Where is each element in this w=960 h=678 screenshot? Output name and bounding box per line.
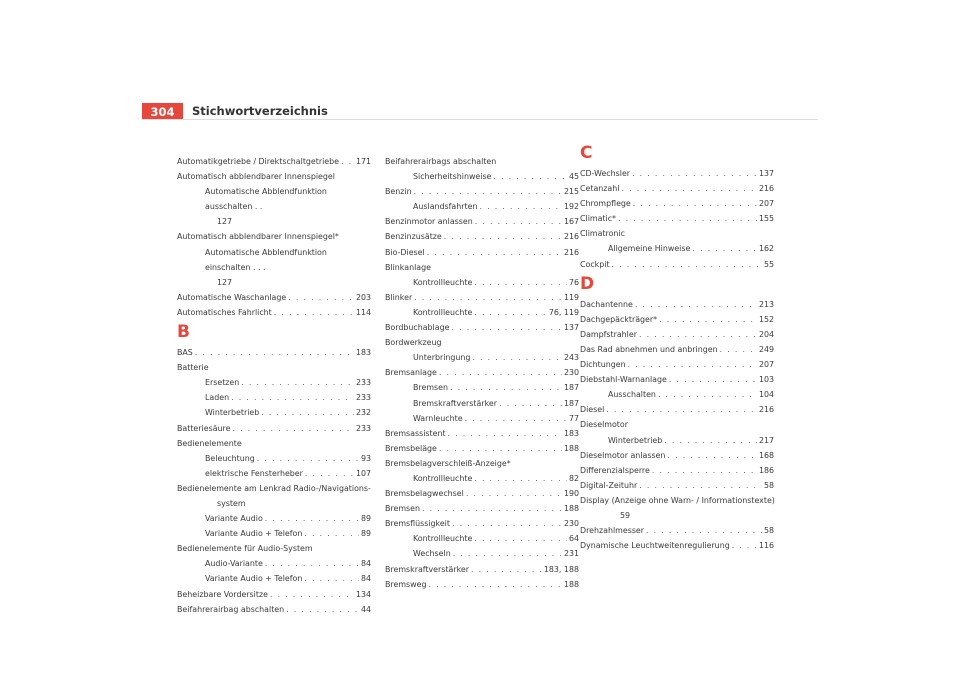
index-entry: Benzinzusätze . . . 216 bbox=[385, 229, 579, 244]
section-letter-c: C bbox=[580, 143, 593, 163]
index-entry: Batterie bbox=[177, 363, 209, 373]
index-entry-continuation: system bbox=[217, 498, 246, 508]
index-column-1 bbox=[177, 154, 371, 617]
index-subentry: Unterbringung . . . 243 bbox=[385, 350, 579, 365]
index-entry: Bremsbelagverschleiß-Anzeige* bbox=[385, 458, 511, 468]
index-subentry: elektrische Fensterheber . . . 107 bbox=[177, 466, 371, 481]
index-entry: Automatisch abblendbarer Innenspiegel* bbox=[177, 232, 339, 242]
index-entry: Dachgepäckträger* . . . 152 bbox=[580, 312, 774, 327]
index-entry: Blinkanlage bbox=[385, 262, 431, 272]
index-entry: Bordbuchablage . . . 137 bbox=[385, 320, 579, 335]
index-subentry: Auslandsfahrten . . . 192 bbox=[385, 199, 579, 214]
index-column-2 bbox=[385, 154, 579, 592]
index-subentry: Beleuchtung . . . 93 bbox=[177, 451, 371, 466]
index-subentry: Warnleuchte . . . 77 bbox=[385, 411, 579, 426]
index-subentry: Winterbetrieb . . . 232 bbox=[177, 405, 371, 420]
index-subentry: Allgemeine Hinweise . . . 162 bbox=[580, 241, 774, 256]
index-entry: Bordwerkzeug bbox=[385, 338, 442, 348]
index-subentry: Variante Audio + Telefon . . . 89 bbox=[177, 526, 371, 541]
section-letter-d: D bbox=[580, 273, 595, 294]
index-entry: Diebstahl-Warnanlage . . . 103 bbox=[580, 372, 774, 387]
index-entry: Dachantenne . . . 213 bbox=[580, 297, 774, 312]
index-entry: Automatikgetriebe / Direktschaltgetriebe . . . 171 bbox=[177, 154, 371, 169]
index-subentry: Variante Audio . . . 89 bbox=[177, 511, 371, 526]
index-entry: Blinker . . . 119 bbox=[385, 290, 579, 305]
index-entry: Bremsen . . . 188 bbox=[385, 501, 579, 516]
index-entry: Bio-Diesel . . . 216 bbox=[385, 245, 579, 260]
index-subentry: Audio-Variante . . . 84 bbox=[177, 556, 371, 571]
index-entry: Dieselmotor bbox=[580, 420, 628, 430]
index-entry: Bedienelemente für Audio-System bbox=[177, 544, 313, 554]
index-subentry: Winterbetrieb . . . 217 bbox=[580, 433, 774, 448]
index-entry: Bremsbeläge . . . 188 bbox=[385, 441, 579, 456]
page-number-badge: 304 bbox=[142, 103, 183, 120]
index-entry: CD-Wechsler . . . 137 bbox=[580, 166, 774, 181]
index-subentry: Kontrollleuchte . . . 76 bbox=[385, 275, 579, 290]
index-entry: Automatische Waschanlage . . . 203 bbox=[177, 290, 371, 305]
index-subentry: Wechseln . . . 231 bbox=[385, 546, 579, 561]
index-subentry: Automatische Abblendfunktion ausschalten . . 127 bbox=[205, 187, 327, 227]
index-entry: Batteriesäure . . . 233 bbox=[177, 421, 371, 436]
section-letter-b: B bbox=[177, 322, 190, 343]
index-entry: Cockpit . . . 55 bbox=[580, 257, 774, 272]
header-rule bbox=[142, 119, 818, 120]
index-entry: Bremsbelagwechsel . . . 190 bbox=[385, 486, 579, 501]
index-entry: Differenzialsperre . . . 186 bbox=[580, 463, 774, 478]
index-entry-page: 59 bbox=[620, 510, 631, 520]
index-entry: Benzin . . . 215 bbox=[385, 184, 579, 199]
index-entry: BAS . . . 183 bbox=[177, 345, 371, 360]
index-entry: Dynamische Leuchtweitenregulierung . . . 116 bbox=[580, 538, 774, 553]
index-entry: Automatisch abblendbarer Innenspiegel bbox=[177, 172, 335, 182]
index-subentry: Ausschalten . . . 104 bbox=[580, 387, 774, 402]
index-entry: Climatic* . . . 155 bbox=[580, 211, 774, 226]
index-subentry: Kontrollleuchte . . . 76, 119 bbox=[385, 305, 579, 320]
index-subentry: Laden . . . 233 bbox=[177, 390, 371, 405]
index-entry: Bremsassistent . . . 183 bbox=[385, 426, 579, 441]
index-subentry: Automatische Abblendfunktion einschalten . . . 127 bbox=[205, 247, 327, 287]
index-entry: Dieselmotor anlassen . . . 168 bbox=[580, 448, 774, 463]
index-entry: Drehzahlmesser . . . 58 bbox=[580, 523, 774, 538]
index-entry: Bedienelemente am Lenkrad Radio-/Navigations- bbox=[177, 483, 371, 493]
index-entry: Cetanzahl . . . 216 bbox=[580, 181, 774, 196]
index-entry: Dampfstrahler . . . 204 bbox=[580, 327, 774, 342]
index-entry: Diesel . . . 216 bbox=[580, 402, 774, 417]
index-entry: Beheizbare Vordersitze . . . 134 bbox=[177, 587, 371, 602]
index-entry: Climatronic bbox=[580, 229, 625, 239]
index-subentry: Bremskraftverstärker . . . 187 bbox=[385, 396, 579, 411]
index-entry: Das Rad abnehmen und anbringen . . . 249 bbox=[580, 342, 774, 357]
index-entry: Beifahrerairbag abschalten . . . 44 bbox=[177, 602, 371, 617]
index-entry: Display (Anzeige ohne Warn- / Informationstexte) bbox=[580, 495, 775, 505]
index-entry: Bremsweg . . . 188 bbox=[385, 577, 579, 592]
index-entry: Automatisches Fahrlicht . . . 114 bbox=[177, 305, 371, 320]
index-subentry: Ersetzen . . . 233 bbox=[177, 375, 371, 390]
index-entry: Dichtungen . . . 207 bbox=[580, 357, 774, 372]
page-title: Stichwortverzeichnis bbox=[192, 104, 328, 118]
index-subentry: Kontrollleuchte . . . 64 bbox=[385, 531, 579, 546]
index-entry: Bedienelemente bbox=[177, 438, 242, 448]
index-subentry: Sicherheitshinweise . . . 45 bbox=[385, 169, 579, 184]
index-column-3 bbox=[580, 143, 775, 553]
index-entry: Chrompflege . . . 207 bbox=[580, 196, 774, 211]
index-entry: Benzinmotor anlassen . . . 167 bbox=[385, 214, 579, 229]
index-entry: Digital-Zeituhr . . . 58 bbox=[580, 478, 774, 493]
index-entry: Bremsanlage . . . 230 bbox=[385, 365, 579, 380]
index-entry: Bremsflüssigkeit . . . 230 bbox=[385, 516, 579, 531]
index-entry: Beifahrerairbags abschalten bbox=[385, 157, 497, 166]
index-subentry: Variante Audio + Telefon . . . 84 bbox=[177, 571, 371, 586]
index-subentry: Kontrollleuchte . . . 82 bbox=[385, 471, 579, 486]
index-subentry: Bremsen . . . 187 bbox=[385, 380, 579, 395]
index-entry: Bremskraftverstärker . . . 183, 188 bbox=[385, 562, 579, 577]
